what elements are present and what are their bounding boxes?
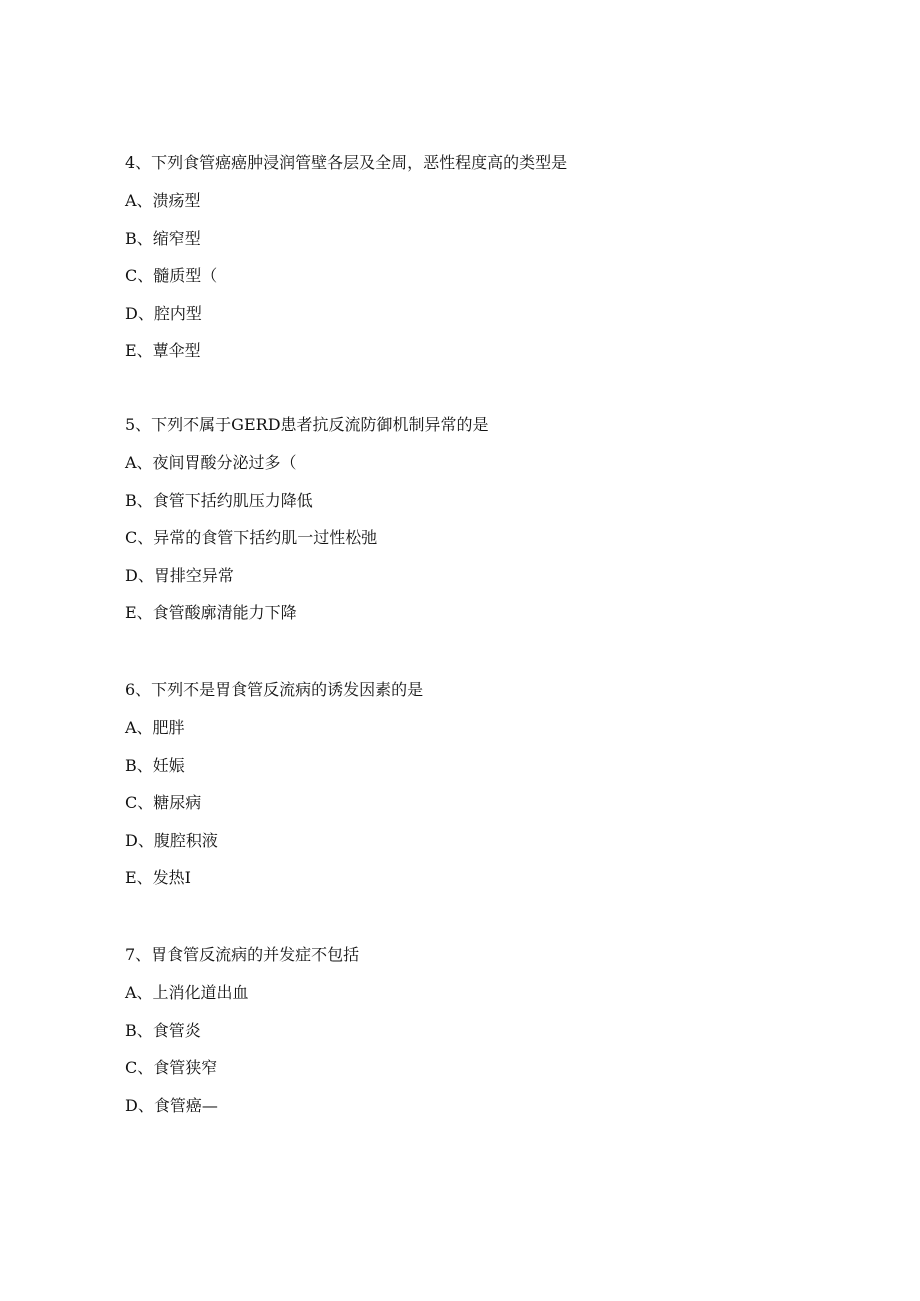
- option-b: B、食管炎: [125, 1020, 201, 1040]
- option-d: D、胃排空异常: [125, 565, 234, 585]
- question-stem: 7、胃食管反流病的并发症不包括: [125, 945, 360, 964]
- option-e: E、蕈伞型: [125, 341, 201, 360]
- option-d: D、食管癌—: [125, 1095, 218, 1115]
- option-c: C、异常的食管下括约肌一过性松弛: [125, 528, 378, 547]
- question-stem: 5、下列不属于GERD患者抗反流防御机制异常的是: [125, 415, 489, 434]
- option-c: C、糖尿病: [125, 793, 202, 812]
- option-b: B、缩窄型: [125, 228, 201, 248]
- question-7: [125, 945, 825, 1116]
- option-d: D、腔内型: [125, 303, 202, 323]
- question-5: [125, 415, 825, 623]
- question-stem: 4、下列食管癌癌肿浸润管壁各层及全周，恶性程度高的类型是: [125, 153, 568, 172]
- option-c: C、髓质型（: [125, 266, 218, 285]
- option-c: C、食管狭窄: [125, 1058, 218, 1077]
- option-a: A、上消化道出血: [125, 983, 249, 1002]
- option-b: B、妊娠: [125, 755, 185, 775]
- option-b: B、食管下括约肌压力降低: [125, 490, 313, 510]
- question-4: [125, 153, 825, 361]
- option-a: A、夜间胃酸分泌过多（: [125, 453, 297, 472]
- option-a: A、肥胖: [125, 718, 185, 737]
- option-e: E、发热I: [125, 868, 192, 887]
- question-6: [125, 680, 825, 888]
- question-stem: 6、下列不是胃食管反流病的诱发因素的是: [125, 680, 424, 699]
- option-a: A、溃疡型: [125, 191, 201, 210]
- option-e: E、食管酸廓清能力下降: [125, 603, 297, 622]
- option-d: D、腹腔积液: [125, 830, 218, 850]
